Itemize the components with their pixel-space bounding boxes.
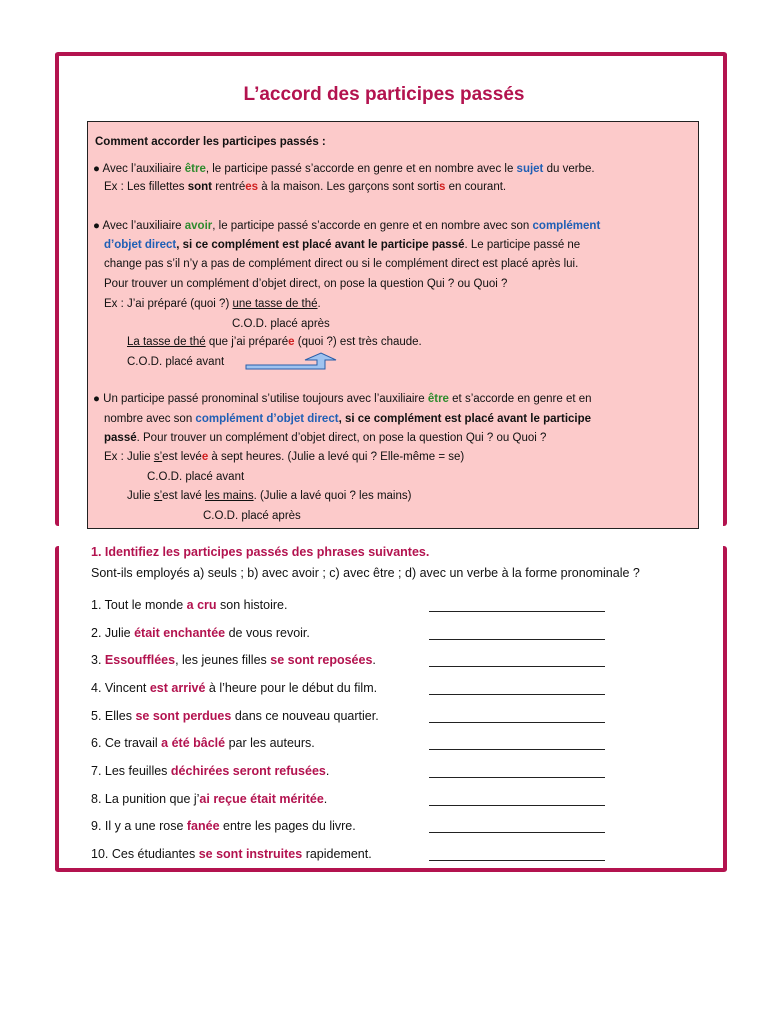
answer-blank[interactable] bbox=[429, 832, 605, 833]
exercise-item: 4. Vincent est arrivé à l’heure pour le début du film. bbox=[91, 681, 378, 695]
rule-pronominal-line3: passé. Pour trouver un complément d’objet direct, on pose la question Qui ? ou Quoi ? bbox=[104, 432, 547, 444]
exercise-item: 7. Les feuilles déchirées seront refusées. bbox=[91, 764, 330, 778]
exercise-item: 3. Essoufflées, les jeunes filles se sont reposées. bbox=[91, 653, 376, 667]
answer-blank[interactable] bbox=[429, 611, 605, 612]
rule-etre-example: Ex : Les fillettes sont rentrées à la maison. Les garçons sont sortis en courant. bbox=[104, 181, 507, 193]
cod-label: C.O.D. placé après bbox=[232, 318, 330, 330]
exercise-item: 1. Tout le monde a cru son histoire. bbox=[91, 598, 288, 612]
page-title: L’accord des participes passés bbox=[243, 84, 525, 105]
rule-avoir-line2: d’objet direct, si ce complément est placé avant le participe passé. Le participe passé ne bbox=[104, 239, 581, 251]
rule-pronominal-example2: Julie s’est lavé les mains. (Julie a lavé quoi ? les mains) bbox=[127, 490, 412, 502]
answer-blank[interactable] bbox=[429, 694, 605, 695]
rule-pronominal-line2: nombre avec son complément d’objet direct, si ce complément est placé avant le participe bbox=[104, 413, 592, 425]
rule-pronominal-line: ● Un participe passé pronominal s’utilise toujours avec l’auxiliaire être et s’accorde en genre et en bbox=[93, 393, 592, 405]
exercise-item: 9. Il y a une rose fanée entre les pages du livre. bbox=[91, 819, 356, 833]
answer-blank[interactable] bbox=[429, 777, 605, 778]
rule-avoir-line: ● Avec l’auxiliaire avoir, le participe passé s’accorde en genre et en nombre avec son complément bbox=[93, 220, 601, 232]
answer-blank[interactable] bbox=[429, 860, 605, 861]
rule-avoir-example: Ex : J’ai préparé (quoi ?) une tasse de thé. bbox=[104, 298, 321, 310]
exercise-item: 6. Ce travail a été bâclé par les auteurs. bbox=[91, 736, 315, 750]
rule-etre-line: ● Avec l’auxiliaire être, le participe passé s’accorde en genre et en nombre avec le sujet du verbe. bbox=[93, 163, 595, 175]
cod-label: C.O.D. placé avant bbox=[127, 356, 225, 368]
exercise-instruction: Sont-ils employés a) seuls ; b) avec avoir ; c) avec être ; d) avec un verbe à la forme pronominale ? bbox=[91, 566, 640, 580]
rule-avoir-line3: change pas s’il n’y a pas de complément direct ou si le complément direct est placé après lui. bbox=[104, 258, 579, 270]
answer-blank[interactable] bbox=[429, 666, 605, 667]
cod-label: C.O.D. placé avant bbox=[147, 471, 245, 483]
answer-blank[interactable] bbox=[429, 639, 605, 640]
arrow-icon bbox=[245, 352, 337, 370]
exercise-item: 5. Elles se sont perdues dans ce nouveau quartier. bbox=[91, 709, 379, 723]
rules-heading: Comment accorder les participes passés : bbox=[95, 136, 326, 148]
exercise-item: 10. Ces étudiantes se sont instruites rapidement. bbox=[91, 847, 372, 861]
rule-avoir-example2: La tasse de thé que j’ai préparée (quoi ?) est très chaude. bbox=[127, 336, 422, 348]
answer-blank[interactable] bbox=[429, 805, 605, 806]
rule-avoir-line4: Pour trouver un complément d’objet direct, on pose la question Qui ? ou Quoi ? bbox=[104, 278, 508, 290]
exercise-item: 2. Julie était enchantée de vous revoir. bbox=[91, 626, 310, 640]
exercise-heading: 1. Identifiez les participes passés des phrases suivantes. bbox=[91, 545, 430, 559]
cod-label: C.O.D. placé après bbox=[203, 510, 301, 522]
answer-blank[interactable] bbox=[429, 722, 605, 723]
exercise-item: 8. La punition que j’ai reçue était méritée. bbox=[91, 792, 328, 806]
rule-pronominal-example: Ex : Julie s’est levée à sept heures. (Julie a levé qui ? Elle-même = se) bbox=[104, 451, 465, 463]
answer-blank[interactable] bbox=[429, 749, 605, 750]
